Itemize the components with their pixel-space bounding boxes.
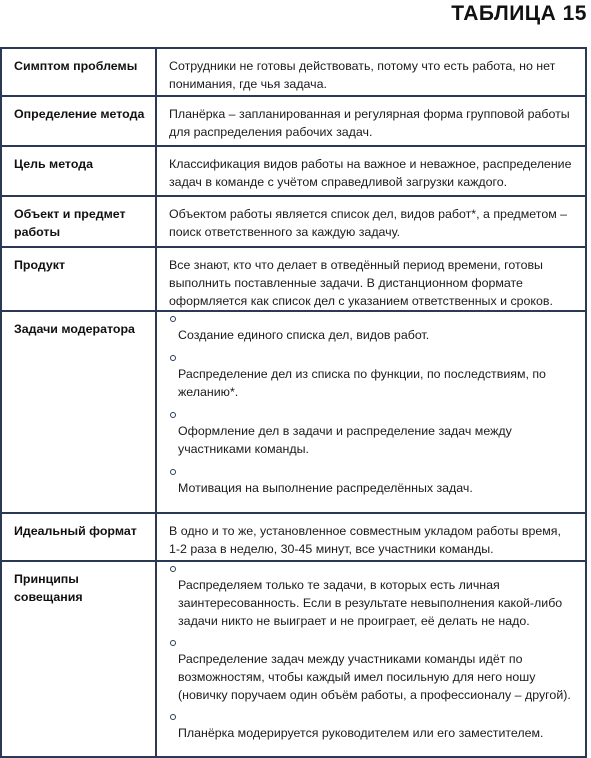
list-item: [169, 718, 575, 742]
row-label: Определение метода: [1, 96, 156, 146]
bullet-icon: [170, 469, 176, 475]
bullet-icon: [170, 566, 176, 572]
list-item: [169, 570, 575, 630]
bullet-list: [156, 311, 586, 513]
row-text: Сотрудники не готовы действовать, потому что есть работа, но нет понимания, где чья задача.: [156, 48, 586, 96]
table-row: [1, 96, 586, 146]
list-item-text: Распределение задач между участниками команды идёт по возможностям, чтобы каждый имел посильную для него ношу (новичку поручаем один объём работы, а профессионалу – другой).: [178, 652, 571, 702]
row-label: Цель метода: [1, 146, 156, 196]
list-item: [169, 416, 575, 458]
row-text: В одно и то же, установленное совместным укладом работы время, 1-2 раза в неделю, 30-45 минут, все участники команды.: [156, 513, 586, 561]
table-row: [1, 561, 586, 757]
list-item-text: Оформление дел в задачи и распределение задач между участниками команды.: [178, 424, 512, 456]
row-text: Планёрка – запланированная и регулярная форма групповой работы для распределения рабочих задач.: [156, 96, 586, 146]
table-row: [1, 311, 586, 513]
list-item: [169, 644, 575, 704]
row-text: Все знают, кто что делает в отведённый период времени, готовы выполнить поставленные задачи. В дистанционном формате оформляется как список дел с указанием ответственных и сроков.: [156, 247, 586, 311]
table-row: [1, 146, 586, 196]
bullet-icon: [170, 640, 176, 646]
list-item-text: Распределение дел из списка по функции, по последствиям, по желанию*.: [178, 367, 546, 399]
row-text: Классификация видов работы на важное и неважное, распределение задач в команде с учётом справедливой загрузки каждого.: [156, 146, 586, 196]
bullet-icon: [170, 412, 176, 418]
list-item: [169, 320, 575, 344]
list-item: [169, 473, 575, 497]
list-item-text: Мотивация на выполнение распределённых задач.: [178, 481, 473, 495]
row-label: Принципы совещания: [1, 561, 156, 757]
list-item-text: Планёрка модерируется руководителем или его заместителем.: [178, 726, 544, 740]
bullet-icon: [170, 355, 176, 361]
list-item-text: Создание единого списка дел, видов работ.: [178, 328, 430, 342]
table-row: [1, 196, 586, 247]
row-label: Объект и предмет работы: [1, 196, 156, 247]
table-title: ТАБЛИЦА 15: [451, 2, 587, 25]
row-label: Продукт: [1, 247, 156, 311]
row-label: Симптом проблемы: [1, 48, 156, 96]
bullet-list: [156, 561, 586, 757]
row-label: Идеальный формат: [1, 513, 156, 561]
list-item: [169, 359, 575, 401]
list-item-text: Распределяем только те задачи, в которых есть личная заинтересованность. Если в результате невыполнения какой-либо задачи никто не выиграет и не проиграет, её делать не надо.: [178, 578, 563, 628]
table-row: [1, 247, 586, 311]
bullet-icon: [170, 714, 176, 720]
method-table: [0, 47, 587, 758]
table-row: [1, 513, 586, 561]
row-text: Объектом работы является список дел, видов работ*, а предметом – поиск ответственного за каждую задачу.: [156, 196, 586, 247]
table-row: [1, 48, 586, 96]
row-label: Задачи модератора: [1, 311, 156, 513]
bullet-icon: [170, 316, 176, 322]
